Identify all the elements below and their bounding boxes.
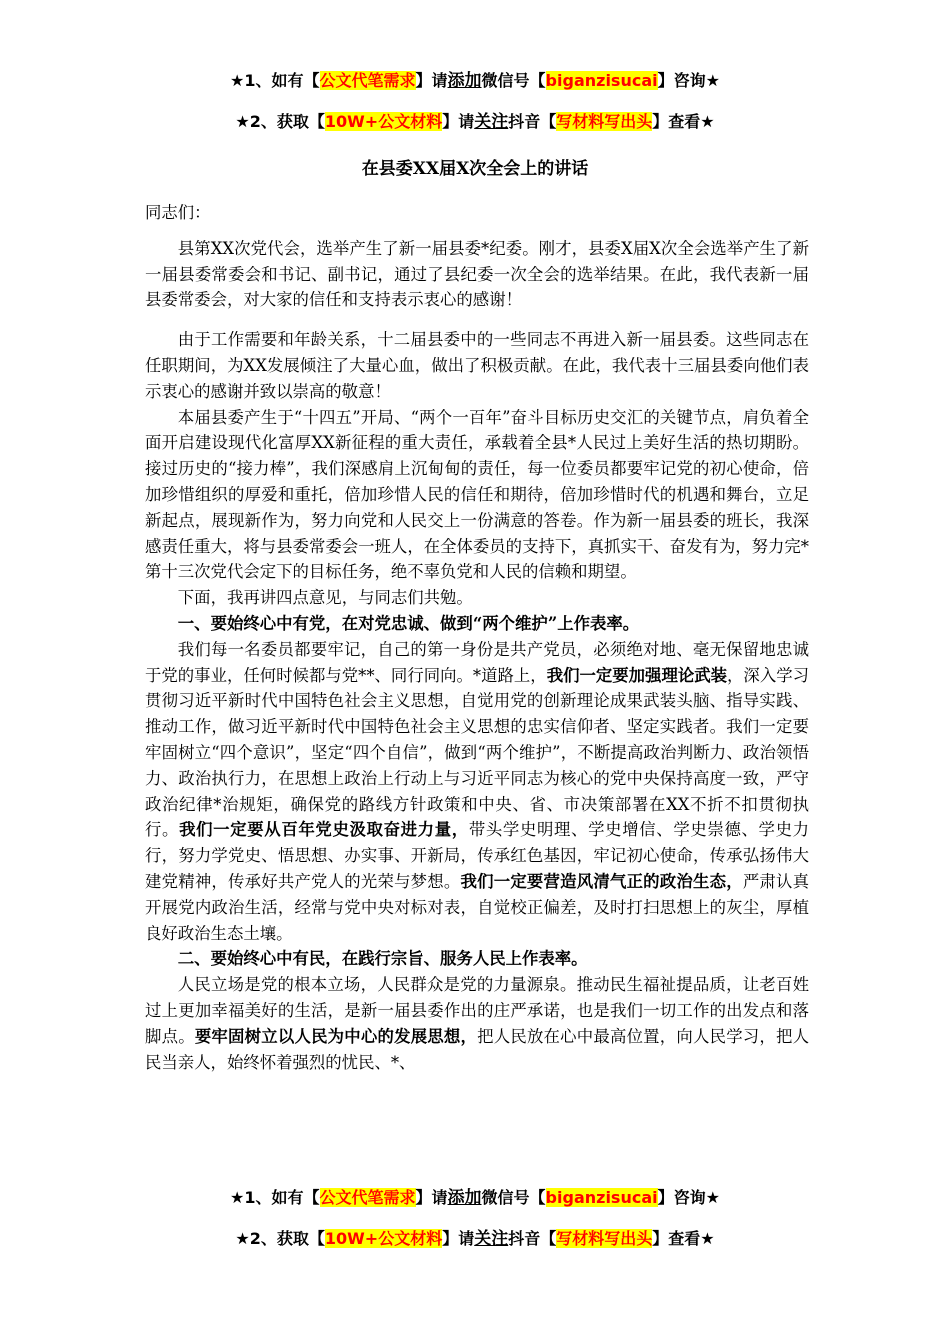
- banner-text: 】请: [442, 112, 475, 131]
- paragraph-text: 我们每一名委员都要牢记，自己的第一身份是共产党员，必须绝对地、毫无保留地忠诚于党的事业，任何时候都与党**、同行同向。*道路上，: [145, 639, 809, 685]
- banner-text: 】查看★: [652, 112, 715, 131]
- paragraph: 县第XX次党代会，选举产生了新一届县委*纪委。刚才，县委X届X次全会选举产生了新一届县委常委会和书记、副书记，通过了县纪委一次全会的选举结果。在此，我代表新一届县委常委会，对大家的信任和支持表示衷心的感谢！: [145, 238, 809, 310]
- paragraph-text: ，深入学习贯彻习近平新时代中国特色社会主义思想，自觉用党的创新理论成果武装头脑、指导实践、推动工作，做习近平新时代中国特色社会主义思想的忠实信仰者、坚定实践者。我们一定要牢固树立“四个意识”，坚定“四个自信”，做到“两个维护”，不断提高政治判断力、政治领悟力、政治执行力，在思想上政治上行动上与习近平同志为核心的党中央保持高度一致，严守政治纪律*治规矩，确保党的路线方针政策和中央、省、市决策部署在XX不折不扣贯彻执行。: [145, 665, 810, 840]
- promo-banner-top-1: [0, 70, 950, 92]
- banner-text: 】请: [442, 1229, 475, 1248]
- banner-text: ★1、如有【: [230, 1188, 320, 1207]
- banner-text: 抖音【: [508, 1229, 557, 1248]
- promo-banner-bottom-2: [0, 1228, 950, 1250]
- banner-highlight: biganzisucai: [545, 1188, 658, 1207]
- section-heading: 二、要始终心中有民，在践行宗旨、服务人民上作表率。: [177, 949, 588, 969]
- bold-phrase: 要牢固树立以人民为中心的发展思想，: [194, 1026, 478, 1046]
- paragraph-text: 严肃认真开展党内政治生活，经常与党中央对标对表，自觉校正偏差，及时打扫思想上的灰尘，厚植良好政治生态土壤。: [145, 871, 810, 943]
- promo-banner-top-2: [0, 111, 950, 133]
- banner-text: 微信号【: [481, 71, 546, 90]
- paragraph: 下面，我再讲四点意见，与同志们共勉。: [177, 588, 473, 608]
- section-heading: 一、要始终心中有党，在对党忠诚、做到“两个维护”上作表率。: [177, 613, 640, 633]
- bold-phrase: 我们一定要从百年党史汲取奋进力量，: [179, 820, 469, 840]
- paragraph-text: 把人民放在心中最高位置，向人民学习，把人民当亲人，始终怀着强烈的忧民、*、: [145, 1026, 810, 1072]
- paragraph: 由于工作需要和年龄关系，十二届县委中的一些同志不再进入新一届县委。这些同志在任职期间，为XX发展倾注了大量心血，做出了积极贡献。在此，我代表十三届县委向他们表示衷心的感谢并致以崇高的敬意！: [145, 330, 809, 401]
- banner-emphasis: 关注: [474, 112, 509, 132]
- banner-text: ★2、获取【: [235, 1229, 325, 1248]
- banner-highlight: 10W+公文材料: [324, 1229, 443, 1248]
- paragraph: [145, 637, 809, 947]
- banner-text: 】查看★: [652, 1229, 715, 1248]
- banner-highlight: 10W+公文材料: [324, 112, 443, 131]
- banner-emphasis: 添加: [447, 71, 482, 91]
- banner-highlight: 公文代笔需求: [319, 1188, 416, 1207]
- banner-emphasis: 关注: [474, 1229, 509, 1249]
- paragraph: [145, 972, 809, 1075]
- paragraph-text: 带头学史明理、学史增信、学史崇德、学史力行，努力学党史、悟思想、办实事、开新局，传承红色基因，牢记初心使命，传承弘扬伟大建党精神，传承好共产党人的光荣与梦想。: [145, 820, 810, 891]
- document-title: 在县委XX届X次全会上的讲话: [361, 159, 589, 179]
- banner-text: 】咨询★: [657, 71, 720, 90]
- document-body: [145, 200, 809, 1075]
- banner-text: 抖音【: [508, 112, 557, 131]
- banner-text: 微信号【: [481, 1188, 546, 1207]
- salutation: 同志们：: [145, 203, 211, 222]
- banner-highlight: 公文代笔需求: [319, 71, 416, 90]
- banner-text: ★2、获取【: [235, 112, 325, 131]
- promo-banner-bottom-1: [0, 1187, 950, 1209]
- paragraph-text: 人民立场是党的根本立场，人民群众是党的力量源泉。推动民生福祉提品质，让老百姓过上更加幸福美好的生活，是新一届县委作出的庄严承诺，也是我们一切工作的出发点和落脚点。: [145, 975, 809, 1046]
- banner-text: 】请: [415, 1188, 448, 1207]
- banner-highlight: 写材料写出头: [556, 112, 653, 131]
- bold-phrase: 我们一定要加强理论武装: [546, 665, 728, 685]
- banner-emphasis: 添加: [447, 1188, 482, 1208]
- banner-text: ★1、如有【: [230, 71, 320, 90]
- banner-highlight: 写材料写出头: [556, 1229, 653, 1248]
- banner-highlight: biganzisucai: [545, 71, 658, 90]
- bold-phrase: 我们一定要营造风清气正的政治生态，: [460, 871, 743, 891]
- banner-text: 】咨询★: [657, 1188, 720, 1207]
- paragraph: 本届县委产生于“十四五”开局、“两个一百年”奋斗目标历史交汇的关键节点，肩负着全面开启建设现代化富厚XX新征程的重大责任，承载着全县*人民过上美好生活的热切期盼。接过历史的“接力棒”，我们深感肩上沉甸甸的责任，每一位委员都要牢记党的初心使命，倍加珍惜组织的厚爱和重托，倍加珍惜人民的信任和期待，倍加珍惜时代的机遇和舞台，立足新起点，展现新作为，努力向党和人民交上一份满意的答卷。作为新一届县委的班长，我深感责任重大，将与县委常委会一班人，在全体委员的支持下，真抓实干、奋发有为，努力完*第十三次党代会定下的目标任务，绝不辜负党和人民的信赖和期望。: [145, 407, 809, 582]
- banner-text: 】请: [415, 71, 448, 90]
